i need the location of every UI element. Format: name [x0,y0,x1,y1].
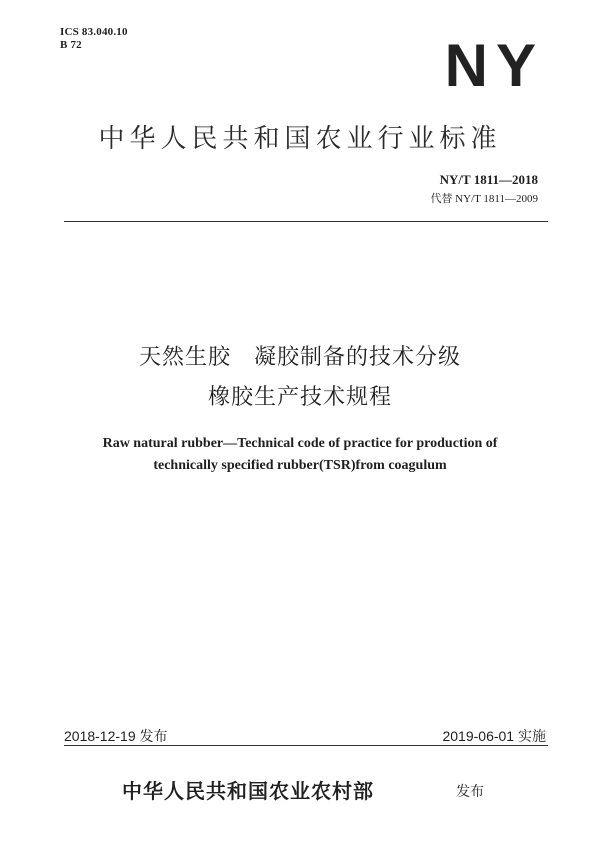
issue-date: 2018-12-19 发布 [64,728,168,744]
title-zh-line2: 橡胶生产技术规程 [207,385,392,410]
replaces-note: 代替 NY/T 1811—2009 [430,193,538,205]
title-zh-line1: 天然生胶 凝胶制备的技术分级 [138,345,461,370]
ccs-code: B 72 [60,39,82,51]
standard-category: 中华人民共和国农业行业标准 [98,124,502,154]
title-en-line2: technically specified rubber(TSR)from coagulum [153,458,447,473]
issuing-ministry: 中华人民共和国农业农村部 [122,779,374,803]
issue-label: 发布 [456,784,484,800]
effective-date: 2019-06-01 实施 [442,728,546,744]
bottom-divider [64,745,548,746]
standard-code: NY/T 1811—2018 [439,172,538,187]
ics-code: ICS 83.040.10 [60,26,128,38]
ny-logo: NY [444,32,544,99]
classification-codes [60,26,128,52]
title-en-line1: Raw natural rubber—Technical code of practice for production of [102,436,498,451]
top-divider [64,221,548,222]
